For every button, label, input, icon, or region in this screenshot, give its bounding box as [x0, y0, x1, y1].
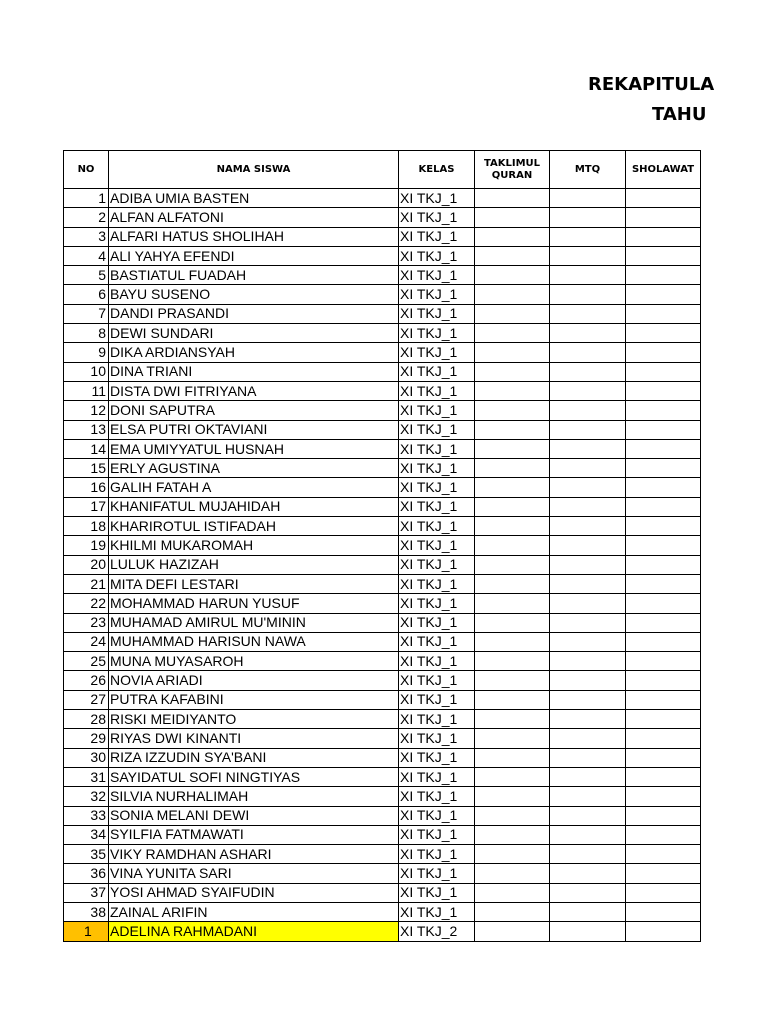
- table-row[interactable]: [64, 189, 701, 208]
- kelas-cell[interactable]: XI TKJ_1: [399, 324, 475, 343]
- no-cell[interactable]: 38: [64, 902, 109, 921]
- no-cell[interactable]: 17: [64, 497, 109, 516]
- no-cell[interactable]: 29: [64, 729, 109, 748]
- mtq-cell[interactable]: [550, 478, 626, 497]
- table-row[interactable]: [64, 401, 701, 420]
- taklimul-cell[interactable]: [475, 787, 550, 806]
- mtq-cell[interactable]: [550, 266, 626, 285]
- nama-cell[interactable]: MITA DEFI LESTARI: [109, 574, 399, 593]
- taklimul-cell[interactable]: [475, 517, 550, 536]
- nama-cell[interactable]: RIZA IZZUDIN SYA'BANI: [109, 748, 399, 767]
- header-no: NO: [64, 151, 109, 189]
- kelas-cell[interactable]: XI TKJ_1: [399, 227, 475, 246]
- nama-cell[interactable]: PUTRA KAFABINI: [109, 690, 399, 709]
- kelas-cell[interactable]: XI TKJ_1: [399, 266, 475, 285]
- taklimul-cell[interactable]: [475, 459, 550, 478]
- nama-cell[interactable]: MUNA MUYASAROH: [109, 652, 399, 671]
- table-row[interactable]: [64, 652, 701, 671]
- kelas-cell[interactable]: XI TKJ_1: [399, 536, 475, 555]
- nama-cell[interactable]: MOHAMMAD HARUN YUSUF: [109, 594, 399, 613]
- taklimul-cell[interactable]: [475, 883, 550, 902]
- kelas-cell[interactable]: XI TKJ_1: [399, 671, 475, 690]
- no-cell[interactable]: 22: [64, 594, 109, 613]
- no-cell[interactable]: 26: [64, 671, 109, 690]
- mtq-cell[interactable]: [550, 594, 626, 613]
- taklimul-cell[interactable]: [475, 536, 550, 555]
- table-row[interactable]: [64, 690, 701, 709]
- kelas-cell[interactable]: XI TKJ_1: [399, 825, 475, 844]
- mtq-cell[interactable]: [550, 381, 626, 400]
- sholawat-cell[interactable]: [626, 420, 701, 439]
- sholawat-cell[interactable]: [626, 324, 701, 343]
- taklimul-cell[interactable]: [475, 825, 550, 844]
- taklimul-cell[interactable]: [475, 497, 550, 516]
- sholawat-cell[interactable]: [626, 381, 701, 400]
- no-cell[interactable]: 33: [64, 806, 109, 825]
- kelas-cell[interactable]: XI TKJ_1: [399, 517, 475, 536]
- mtq-cell[interactable]: [550, 343, 626, 362]
- taklimul-cell[interactable]: [475, 613, 550, 632]
- table-row[interactable]: [64, 285, 701, 304]
- sholawat-cell[interactable]: [626, 729, 701, 748]
- sholawat-cell[interactable]: [626, 748, 701, 767]
- nama-cell[interactable]: BASTIATUL FUADAH: [109, 266, 399, 285]
- taklimul-cell[interactable]: [475, 902, 550, 921]
- nama-cell[interactable]: KHILMI MUKAROMAH: [109, 536, 399, 555]
- table-row[interactable]: [64, 845, 701, 864]
- taklimul-cell[interactable]: [475, 208, 550, 227]
- sholawat-cell[interactable]: [626, 285, 701, 304]
- mtq-cell[interactable]: [550, 285, 626, 304]
- sholawat-cell[interactable]: [626, 767, 701, 786]
- mtq-cell[interactable]: [550, 864, 626, 883]
- taklimul-cell[interactable]: [475, 266, 550, 285]
- taklimul-cell[interactable]: [475, 343, 550, 362]
- nama-cell[interactable]: SAYIDATUL SOFI NINGTIYAS: [109, 767, 399, 786]
- kelas-cell[interactable]: XI TKJ_1: [399, 343, 475, 362]
- taklimul-cell[interactable]: [475, 594, 550, 613]
- table-row[interactable]: [64, 710, 701, 729]
- taklimul-cell[interactable]: [475, 246, 550, 265]
- mtq-cell[interactable]: [550, 439, 626, 458]
- mtq-cell[interactable]: [550, 227, 626, 246]
- nama-cell[interactable]: MUHAMMAD HARISUN NAWA: [109, 632, 399, 651]
- table-row[interactable]: [64, 787, 701, 806]
- sholawat-cell[interactable]: [626, 343, 701, 362]
- report-title-line2: TAHU: [652, 104, 707, 125]
- kelas-cell[interactable]: XI TKJ_1: [399, 420, 475, 439]
- mtq-cell[interactable]: [550, 401, 626, 420]
- nama-cell[interactable]: DISTA DWI FITRIYANA: [109, 381, 399, 400]
- no-cell[interactable]: 36: [64, 864, 109, 883]
- taklimul-cell[interactable]: [475, 324, 550, 343]
- nama-cell[interactable]: VIKY RAMDHAN ASHARI: [109, 845, 399, 864]
- kelas-cell[interactable]: XI TKJ_1: [399, 574, 475, 593]
- taklimul-cell[interactable]: [475, 690, 550, 709]
- table-row[interactable]: [64, 536, 701, 555]
- header-taklimul-line1: TAKLIMUL: [483, 157, 541, 169]
- mtq-cell[interactable]: [550, 574, 626, 593]
- taklimul-cell[interactable]: [475, 362, 550, 381]
- mtq-cell[interactable]: [550, 845, 626, 864]
- taklimul-cell[interactable]: [475, 401, 550, 420]
- nama-cell[interactable]: EMA UMIYYATUL HUSNAH: [109, 439, 399, 458]
- kelas-cell[interactable]: XI TKJ_1: [399, 632, 475, 651]
- kelas-cell[interactable]: XI TKJ_1: [399, 902, 475, 921]
- no-cell[interactable]: 8: [64, 324, 109, 343]
- sholawat-cell[interactable]: [626, 266, 701, 285]
- sholawat-cell[interactable]: [626, 864, 701, 883]
- sholawat-cell[interactable]: [626, 787, 701, 806]
- no-cell[interactable]: 20: [64, 555, 109, 574]
- sholawat-cell[interactable]: [626, 613, 701, 632]
- sholawat-cell[interactable]: [626, 690, 701, 709]
- mtq-cell[interactable]: [550, 246, 626, 265]
- table-row[interactable]: [64, 748, 701, 767]
- sholawat-cell[interactable]: [626, 459, 701, 478]
- taklimul-cell[interactable]: [475, 189, 550, 208]
- sholawat-cell[interactable]: [626, 806, 701, 825]
- kelas-cell[interactable]: XI TKJ_1: [399, 189, 475, 208]
- kelas-cell[interactable]: XI TKJ_1: [399, 652, 475, 671]
- table-row[interactable]: [64, 922, 701, 941]
- table-row[interactable]: [64, 517, 701, 536]
- taklimul-cell[interactable]: [475, 845, 550, 864]
- nama-cell[interactable]: YOSI AHMAD SYAIFUDIN: [109, 883, 399, 902]
- nama-cell[interactable]: ALFAN ALFATONI: [109, 208, 399, 227]
- mtq-cell[interactable]: [550, 536, 626, 555]
- kelas-cell[interactable]: XI TKJ_1: [399, 883, 475, 902]
- mtq-cell[interactable]: [550, 324, 626, 343]
- sholawat-cell[interactable]: [626, 246, 701, 265]
- nama-cell[interactable]: VINA YUNITA SARI: [109, 864, 399, 883]
- no-cell[interactable]: 24: [64, 632, 109, 651]
- kelas-cell[interactable]: XI TKJ_1: [399, 806, 475, 825]
- mtq-cell[interactable]: [550, 208, 626, 227]
- no-cell[interactable]: 13: [64, 420, 109, 439]
- kelas-cell[interactable]: XI TKJ_1: [399, 362, 475, 381]
- sholawat-cell[interactable]: [626, 208, 701, 227]
- mtq-cell[interactable]: [550, 922, 626, 941]
- no-cell[interactable]: 11: [64, 381, 109, 400]
- nama-cell[interactable]: BAYU SUSENO: [109, 285, 399, 304]
- table-row[interactable]: [64, 343, 701, 362]
- no-cell[interactable]: 37: [64, 883, 109, 902]
- nama-cell[interactable]: ADIBA UMIA BASTEN: [109, 189, 399, 208]
- kelas-cell[interactable]: XI TKJ_1: [399, 729, 475, 748]
- sholawat-cell[interactable]: [626, 362, 701, 381]
- taklimul-cell[interactable]: [475, 478, 550, 497]
- mtq-cell[interactable]: [550, 902, 626, 921]
- no-cell[interactable]: 25: [64, 652, 109, 671]
- nama-cell[interactable]: DONI SAPUTRA: [109, 401, 399, 420]
- table-row[interactable]: [64, 208, 701, 227]
- taklimul-cell[interactable]: [475, 729, 550, 748]
- mtq-cell[interactable]: [550, 652, 626, 671]
- table-row[interactable]: [64, 478, 701, 497]
- nama-cell[interactable]: DEWI SUNDARI: [109, 324, 399, 343]
- table-row[interactable]: [64, 459, 701, 478]
- no-cell[interactable]: 3: [64, 227, 109, 246]
- nama-cell[interactable]: GALIH FATAH A: [109, 478, 399, 497]
- no-cell[interactable]: 15: [64, 459, 109, 478]
- nama-cell[interactable]: ALI YAHYA EFENDI: [109, 246, 399, 265]
- header-nama-siswa: NAMA SISWA: [109, 151, 399, 189]
- table-row[interactable]: [64, 227, 701, 246]
- table-row[interactable]: [64, 806, 701, 825]
- nama-cell[interactable]: SONIA MELANI DEWI: [109, 806, 399, 825]
- sholawat-cell[interactable]: [626, 825, 701, 844]
- table-row[interactable]: [64, 671, 701, 690]
- taklimul-cell[interactable]: [475, 304, 550, 323]
- table-row[interactable]: [64, 883, 701, 902]
- kelas-cell[interactable]: XI TKJ_1: [399, 845, 475, 864]
- table-header-row: [64, 151, 701, 189]
- kelas-cell[interactable]: XI TKJ_1: [399, 478, 475, 497]
- taklimul-cell[interactable]: [475, 555, 550, 574]
- no-cell[interactable]: 6: [64, 285, 109, 304]
- mtq-cell[interactable]: [550, 806, 626, 825]
- kelas-cell[interactable]: XI TKJ_1: [399, 787, 475, 806]
- nama-cell[interactable]: NOVIA ARIADI: [109, 671, 399, 690]
- table-row[interactable]: [64, 632, 701, 651]
- mtq-cell[interactable]: [550, 825, 626, 844]
- mtq-cell[interactable]: [550, 710, 626, 729]
- table-row[interactable]: [64, 362, 701, 381]
- kelas-cell[interactable]: XI TKJ_1: [399, 497, 475, 516]
- sholawat-cell[interactable]: [626, 555, 701, 574]
- header-sholawat: SHOLAWAT: [626, 151, 701, 189]
- kelas-cell[interactable]: XI TKJ_1: [399, 304, 475, 323]
- table-row[interactable]: [64, 825, 701, 844]
- sholawat-cell[interactable]: [626, 902, 701, 921]
- nama-cell[interactable]: KHARIROTUL ISTIFADAH: [109, 517, 399, 536]
- kelas-cell[interactable]: XI TKJ_1: [399, 439, 475, 458]
- taklimul-cell[interactable]: [475, 652, 550, 671]
- no-cell[interactable]: 34: [64, 825, 109, 844]
- no-cell[interactable]: 7: [64, 304, 109, 323]
- table-row[interactable]: [64, 574, 701, 593]
- header-kelas: KELAS: [399, 151, 475, 189]
- nama-cell[interactable]: SILVIA NURHALIMAH: [109, 787, 399, 806]
- kelas-cell[interactable]: XI TKJ_1: [399, 285, 475, 304]
- nama-cell[interactable]: MUHAMAD AMIRUL MU'MININ: [109, 613, 399, 632]
- taklimul-cell[interactable]: [475, 439, 550, 458]
- nama-cell[interactable]: ZAINAL ARIFIN: [109, 902, 399, 921]
- sholawat-cell[interactable]: [626, 304, 701, 323]
- table-row[interactable]: [64, 902, 701, 921]
- kelas-cell[interactable]: XI TKJ_1: [399, 459, 475, 478]
- mtq-cell[interactable]: [550, 632, 626, 651]
- no-cell[interactable]: 14: [64, 439, 109, 458]
- sholawat-cell[interactable]: [626, 536, 701, 555]
- taklimul-cell[interactable]: [475, 574, 550, 593]
- mtq-cell[interactable]: [550, 690, 626, 709]
- kelas-cell[interactable]: XI TKJ_1: [399, 748, 475, 767]
- no-cell[interactable]: 5: [64, 266, 109, 285]
- mtq-cell[interactable]: [550, 555, 626, 574]
- sholawat-cell[interactable]: [626, 845, 701, 864]
- mtq-cell[interactable]: [550, 362, 626, 381]
- table-row[interactable]: [64, 324, 701, 343]
- table-row[interactable]: [64, 439, 701, 458]
- sholawat-cell[interactable]: [626, 922, 701, 941]
- sholawat-cell[interactable]: [626, 883, 701, 902]
- table-row[interactable]: [64, 304, 701, 323]
- kelas-cell[interactable]: XI TKJ_1: [399, 767, 475, 786]
- mtq-cell[interactable]: [550, 189, 626, 208]
- nama-cell[interactable]: DIKA ARDIANSYAH: [109, 343, 399, 362]
- report-title-line1: REKAPITULA: [588, 74, 715, 95]
- mtq-cell[interactable]: [550, 883, 626, 902]
- no-cell[interactable]: 23: [64, 613, 109, 632]
- mtq-cell[interactable]: [550, 304, 626, 323]
- no-cell[interactable]: 30: [64, 748, 109, 767]
- table-row[interactable]: [64, 381, 701, 400]
- kelas-cell[interactable]: XI TKJ_1: [399, 401, 475, 420]
- sholawat-cell[interactable]: [626, 652, 701, 671]
- sholawat-cell[interactable]: [626, 478, 701, 497]
- header-taklimul-line2: QURAN: [491, 169, 533, 181]
- mtq-cell[interactable]: [550, 420, 626, 439]
- kelas-cell[interactable]: XI TKJ_1: [399, 690, 475, 709]
- taklimul-cell[interactable]: [475, 806, 550, 825]
- sholawat-cell[interactable]: [626, 189, 701, 208]
- table-row[interactable]: [64, 555, 701, 574]
- sholawat-cell[interactable]: [626, 401, 701, 420]
- no-cell[interactable]: 2: [64, 208, 109, 227]
- mtq-cell[interactable]: [550, 497, 626, 516]
- no-cell[interactable]: 1: [64, 922, 109, 941]
- nama-cell[interactable]: ELSA PUTRI OKTAVIANI: [109, 420, 399, 439]
- mtq-cell[interactable]: [550, 517, 626, 536]
- table-row[interactable]: [64, 594, 701, 613]
- taklimul-cell[interactable]: [475, 285, 550, 304]
- no-cell[interactable]: 28: [64, 710, 109, 729]
- no-cell[interactable]: 4: [64, 246, 109, 265]
- table-row[interactable]: [64, 420, 701, 439]
- no-cell[interactable]: 27: [64, 690, 109, 709]
- mtq-cell[interactable]: [550, 748, 626, 767]
- no-cell[interactable]: 19: [64, 536, 109, 555]
- kelas-cell[interactable]: XI TKJ_1: [399, 864, 475, 883]
- header-taklimul-quran: [475, 151, 550, 189]
- nama-cell[interactable]: RISKI MEIDIYANTO: [109, 710, 399, 729]
- no-cell[interactable]: 35: [64, 845, 109, 864]
- sholawat-cell[interactable]: [626, 574, 701, 593]
- mtq-cell[interactable]: [550, 767, 626, 786]
- nama-cell[interactable]: KHANIFATUL MUJAHIDAH: [109, 497, 399, 516]
- kelas-cell[interactable]: XI TKJ_1: [399, 208, 475, 227]
- taklimul-cell[interactable]: [475, 864, 550, 883]
- no-cell[interactable]: 10: [64, 362, 109, 381]
- kelas-cell[interactable]: XI TKJ_1: [399, 381, 475, 400]
- kelas-cell[interactable]: XI TKJ_1: [399, 555, 475, 574]
- sholawat-cell[interactable]: [626, 497, 701, 516]
- taklimul-cell[interactable]: [475, 767, 550, 786]
- mtq-cell[interactable]: [550, 729, 626, 748]
- sholawat-cell[interactable]: [626, 594, 701, 613]
- kelas-cell[interactable]: XI TKJ_1: [399, 246, 475, 265]
- student-recap-table: [63, 150, 701, 942]
- taklimul-cell[interactable]: [475, 748, 550, 767]
- nama-cell[interactable]: ADELINA RAHMADANI: [109, 922, 399, 941]
- sholawat-cell[interactable]: [626, 710, 701, 729]
- taklimul-cell[interactable]: [475, 632, 550, 651]
- nama-cell[interactable]: DANDI PRASANDI: [109, 304, 399, 323]
- mtq-cell[interactable]: [550, 787, 626, 806]
- sholawat-cell[interactable]: [626, 439, 701, 458]
- nama-cell[interactable]: SYILFIA FATMAWATI: [109, 825, 399, 844]
- taklimul-cell[interactable]: [475, 227, 550, 246]
- mtq-cell[interactable]: [550, 613, 626, 632]
- taklimul-cell[interactable]: [475, 922, 550, 941]
- kelas-cell[interactable]: XI TKJ_2: [399, 922, 475, 941]
- kelas-cell[interactable]: XI TKJ_1: [399, 710, 475, 729]
- kelas-cell[interactable]: XI TKJ_1: [399, 594, 475, 613]
- taklimul-cell[interactable]: [475, 671, 550, 690]
- no-cell[interactable]: 16: [64, 478, 109, 497]
- table-row[interactable]: [64, 864, 701, 883]
- sholawat-cell[interactable]: [626, 517, 701, 536]
- nama-cell[interactable]: RIYAS DWI KINANTI: [109, 729, 399, 748]
- mtq-cell[interactable]: [550, 671, 626, 690]
- sholawat-cell[interactable]: [626, 632, 701, 651]
- nama-cell[interactable]: DINA TRIANI: [109, 362, 399, 381]
- nama-cell[interactable]: ALFARI HATUS SHOLIHAH: [109, 227, 399, 246]
- nama-cell[interactable]: ERLY AGUSTINA: [109, 459, 399, 478]
- taklimul-cell[interactable]: [475, 420, 550, 439]
- kelas-cell[interactable]: XI TKJ_1: [399, 613, 475, 632]
- taklimul-cell[interactable]: [475, 710, 550, 729]
- no-cell[interactable]: 1: [64, 189, 109, 208]
- table-row[interactable]: [64, 767, 701, 786]
- header-mtq: MTQ: [550, 151, 626, 189]
- table-row[interactable]: [64, 729, 701, 748]
- table-row[interactable]: [64, 266, 701, 285]
- no-cell[interactable]: 21: [64, 574, 109, 593]
- no-cell[interactable]: 12: [64, 401, 109, 420]
- no-cell[interactable]: 31: [64, 767, 109, 786]
- mtq-cell[interactable]: [550, 459, 626, 478]
- table-row[interactable]: [64, 246, 701, 265]
- nama-cell[interactable]: LULUK HAZIZAH: [109, 555, 399, 574]
- no-cell[interactable]: 32: [64, 787, 109, 806]
- table-row[interactable]: [64, 613, 701, 632]
- no-cell[interactable]: 9: [64, 343, 109, 362]
- table-row[interactable]: [64, 497, 701, 516]
- taklimul-cell[interactable]: [475, 381, 550, 400]
- sholawat-cell[interactable]: [626, 227, 701, 246]
- sholawat-cell[interactable]: [626, 671, 701, 690]
- no-cell[interactable]: 18: [64, 517, 109, 536]
